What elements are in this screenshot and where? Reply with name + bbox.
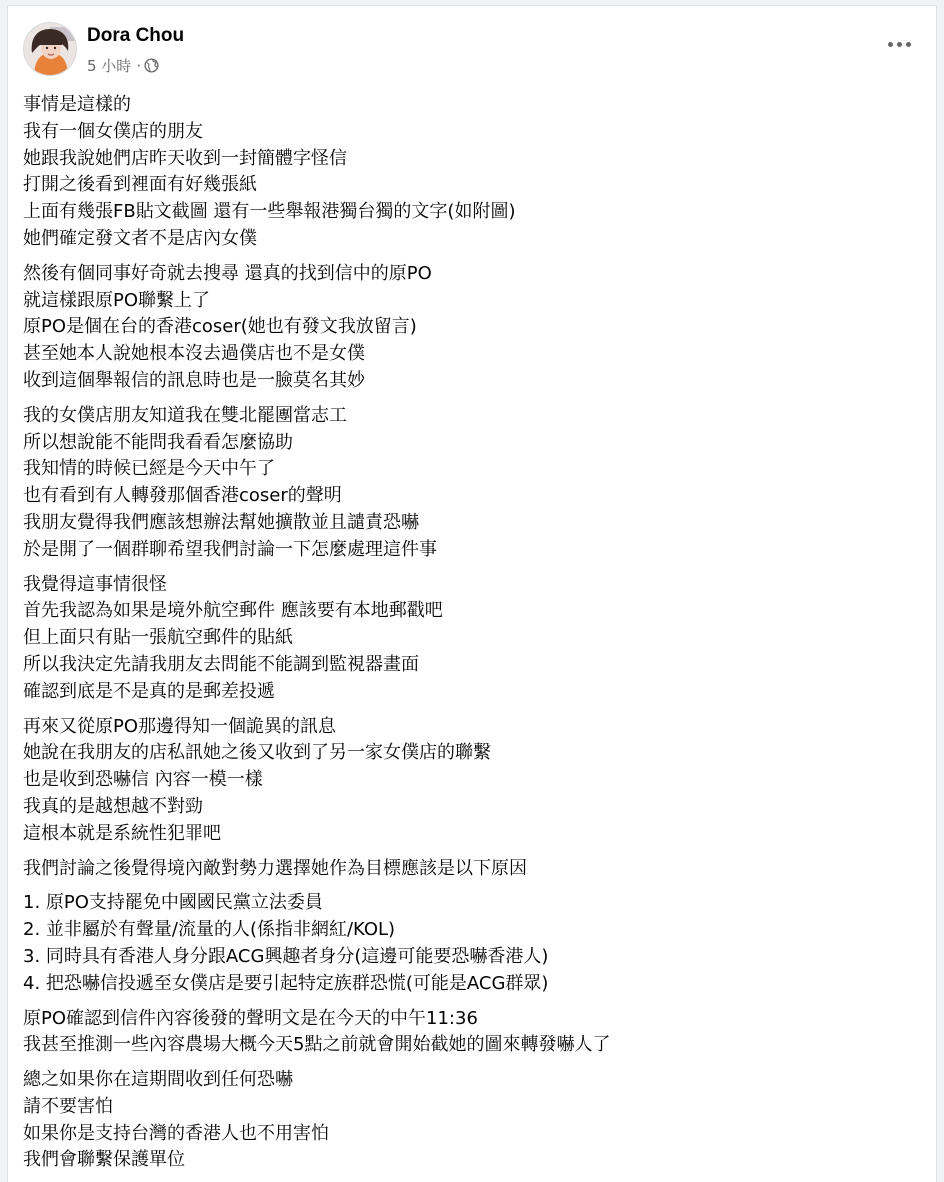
post-text-line: 如果你是支持台灣的香港人也不用害怕 (23, 1122, 329, 1144)
post-text-line: 上面有幾張FB貼文截圖 還有一些舉報港獨台獨的文字(如附圖) (23, 201, 516, 223)
post-text-line: 我甚至推測一些內容農場大概今天5點之前就會開始截她的圖來轉發嚇人了 (23, 1034, 611, 1056)
post-paragraph (23, 856, 913, 883)
post-text-line: 事情是這樣的 (23, 94, 131, 115)
post-text-line: 我知情的時候已經是今天中午了 (23, 458, 275, 480)
post-text-line: 4. 把恐嚇信投遞至女僕店是要引起特定族群恐慌(可能是ACG群眾) (23, 972, 549, 994)
post-text-line: 3. 同時具有香港人身分跟ACG興趣者身分(這邊可能要恐嚇香港人) (23, 945, 549, 967)
post-text-line: 於是開了一個群聊希望我們討論一下怎麼處理這件事 (23, 538, 437, 560)
post-text-line: 1. 原PO支持罷免中國國民黨立法委員 (23, 892, 323, 914)
post-text-line: 所以我決定先請我朋友去問能不能調到監視器畫面 (23, 653, 419, 675)
post-text-line: 然後有個同事好奇就去搜尋 還真的找到信中的原PO (23, 262, 432, 284)
globe-icon[interactable] (144, 58, 159, 73)
more-options-button[interactable] (881, 32, 917, 56)
post-text-line: 我真的是越想越不對勁 (23, 795, 203, 817)
post-text-line: 我們會聯繫保護單位 (23, 1149, 185, 1171)
post-text-line: 總之如果你在這期間收到任何恐嚇 (23, 1069, 293, 1091)
post-text-line: 但上面只有貼一張航空郵件的貼紙 (23, 627, 293, 649)
post-body (23, 92, 913, 1182)
post-text-line: 她跟我說她們店昨天收到一封簡體字怪信 (23, 147, 347, 169)
post-paragraph (23, 403, 913, 564)
post-text-line: 再來又從原PO那邊得知一個詭異的訊息 (23, 715, 337, 737)
post-text-line: 我覺得這事情很怪 (23, 573, 167, 595)
post-paragraph (23, 92, 913, 253)
post-paragraph (23, 714, 913, 848)
more-dot-icon (888, 42, 893, 47)
post-time[interactable]: 5 小時 (87, 57, 132, 75)
post-text-line: 確認到底是不是真的是郵差投遞 (23, 680, 275, 702)
post-text-line: 原PO確認到信件內容後發的聲明文是在今天的中午11:36 (23, 1007, 478, 1029)
more-dot-icon (897, 42, 902, 47)
post-text-line: 這根本就是系統性犯罪吧 (23, 822, 221, 844)
post-text-line: 我有一個女僕店的朋友 (23, 120, 203, 142)
post-text-line: 她們確定發文者不是店內女僕 (23, 227, 257, 249)
post-card (7, 5, 937, 1182)
post-paragraph (23, 572, 913, 706)
post-text-line: 所以想說能不能問我看看怎麼協助 (23, 431, 293, 453)
post-text-line: 也是收到恐嚇信 內容一模一樣 (23, 769, 263, 791)
post-text-line: 請不要害怕 (23, 1095, 113, 1117)
post-text-line: 我朋友覺得我們應該想辦法幫她擴散並且譴責恐嚇 (23, 511, 419, 533)
post-text-line: 我的女僕店朋友知道我在雙北罷團當志工 (23, 404, 347, 426)
post-paragraph (23, 1067, 913, 1174)
post-text-line: 就這樣跟原PO聯繫上了 (23, 289, 211, 311)
post-meta (87, 55, 159, 76)
post-text-line: 打開之後看到裡面有好幾張紙 (23, 174, 257, 196)
meta-separator: · (136, 56, 142, 75)
post-text-line: 收到這個舉報信的訊息時也是一臉莫名其妙 (23, 369, 365, 391)
post-paragraph (23, 890, 913, 997)
post-header (23, 22, 923, 78)
post-text-line: 2. 並非屬於有聲量/流量的人(係指非網紅/KOL) (23, 919, 396, 941)
post-text-line: 我們討論之後覺得境內敵對勢力選擇她作為目標應該是以下原因 (23, 857, 527, 879)
avatar[interactable] (23, 22, 77, 76)
post-text-line: 也有看到有人轉發那個香港coser的聲明 (23, 485, 342, 507)
more-dot-icon (906, 42, 911, 47)
post-text-line: 原PO是個在台的香港coser(她也有發文我放留言) (23, 316, 417, 338)
post-text-line: 甚至她本人說她根本沒去過僕店也不是女僕 (23, 343, 365, 365)
author-name[interactable]: Dora Chou (87, 25, 185, 46)
post-text-line: 首先我認為如果是境外航空郵件 應該要有本地郵戳吧 (23, 600, 443, 622)
post-paragraph (23, 1006, 913, 1060)
post-text-line: 她說在我朋友的店私訊她之後又收到了另一家女僕店的聯繫 (23, 742, 491, 764)
post-paragraph (23, 261, 913, 395)
